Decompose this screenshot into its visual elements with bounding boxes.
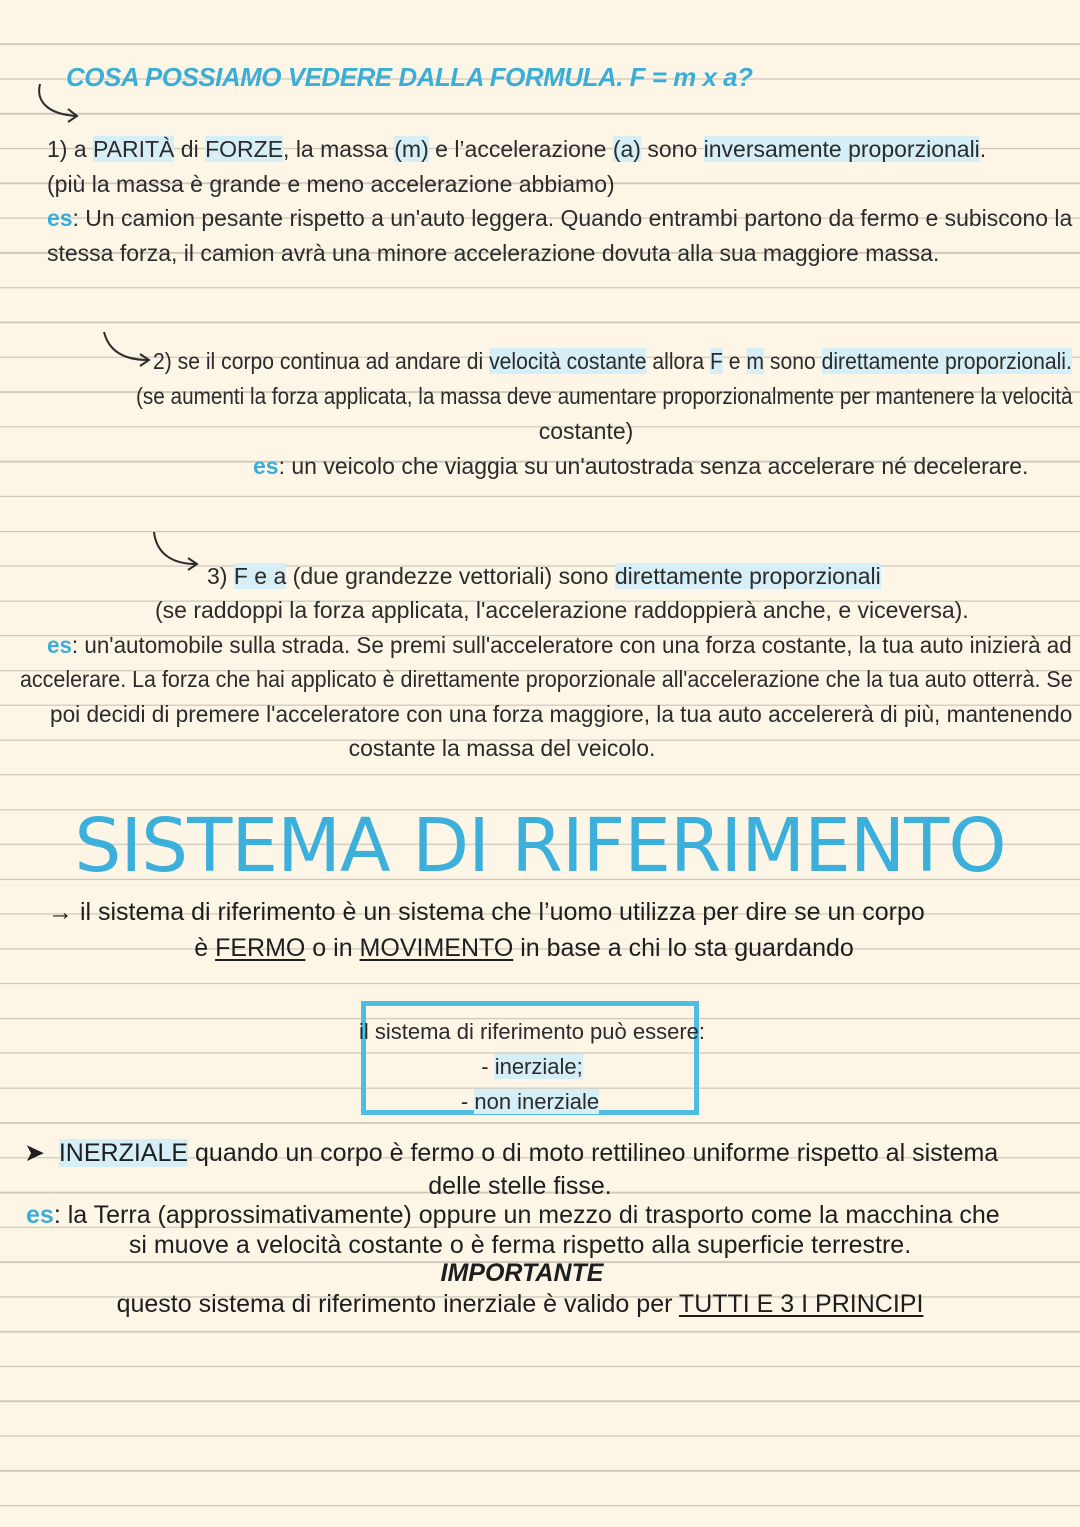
section-heading: COSA POSSIAMO VEDERE DALLA FORMULA. F = m x a? [66,62,753,92]
point3-example-line3: poi decidi di premere l'acceleratore con una forza maggiore, la tua auto accelererà di più, mantenendo [50,701,1073,727]
point1-line1: 1) a PARITÀ di FORZE, la massa (m) e l’accelerazione (a) sono inversamente proporzionali. [47,136,987,162]
point1-example-line2: stessa forza, il camion avrà una minore accelerazione dovuta alla sua maggiore massa. [47,240,940,266]
point2-line1: 2) se il corpo continua ad andare di velocità costante allora F e m sono direttamente proporzionali. [153,348,1072,374]
box-item-inerziale: - inerziale; [481,1054,583,1079]
page-title: SISTEMA DI RIFERIMENTO [74,803,1006,889]
point3-line2: (se raddoppi la forza applicata, l'accelerazione raddoppierà anche, e viceversa). [155,597,969,623]
box-item-non-inerziale: - non inerziale [460,1089,600,1114]
curved-arrow-icon [150,530,205,575]
definition-line2: è FERMO o in MOVIMENTO in base a chi lo sta guardando [194,934,854,962]
point2-line3: costante) [538,418,634,444]
inerziale-line2: delle stelle fisse. [428,1172,612,1200]
curved-arrow-icon [100,330,155,370]
point1-line2: (più la massa è grande e meno accelerazione abbiamo) [47,171,615,197]
point3-example-line4: costante la massa del veicolo. [348,735,656,761]
inerziale-conclusion: questo sistema di riferimento inerziale è valido per TUTTI E 3 I PRINCIPI [116,1290,924,1318]
point2-example: es: un veicolo che viaggia su un'autostrada senza accelerare né decelerare. [253,453,1029,479]
point2-line2: (se aumenti la forza applicata, la massa deve aumentare proporzionalmente per mantenere la velocità [136,383,1073,409]
inerziale-example-line1: es: la Terra (approssimativamente) oppure un mezzo di trasporto come la macchina che [26,1201,1000,1229]
inerziale-example-line2: si muove a velocità costante o è ferma rispetto alla superficie terrestre. [128,1231,912,1259]
important-label: IMPORTANTE [440,1259,604,1287]
inerziale-line1: ➤ INERZIALE quando un corpo è fermo o di moto rettilineo uniforme rispetto al sistema [24,1139,999,1167]
box-line1: il sistema di riferimento può essere: [358,1019,706,1044]
definition-line1: → il sistema di riferimento è un sistema che l’uomo utilizza per dire se un corpo [48,898,925,926]
point3-line1: 3) F e a (due grandezze vettoriali) sono direttamente proporzionali [207,563,881,589]
bullet-arrow-icon: ➤ [24,1139,45,1167]
point3-example-line2: accelerare. La forza che hai applicato è direttamente proporzionale all'accelerazione che la tua auto otterrà. Se [20,666,1073,692]
point1-example-line1: es: Un camion pesante rispetto a un'auto leggera. Quando entrambi partono da fermo e subiscono la [47,205,1073,231]
point3-example-line1: es: un'automobile sulla strada. Se premi sull'acceleratore con una forza costante, la tua auto inizierà ad [47,632,1072,658]
